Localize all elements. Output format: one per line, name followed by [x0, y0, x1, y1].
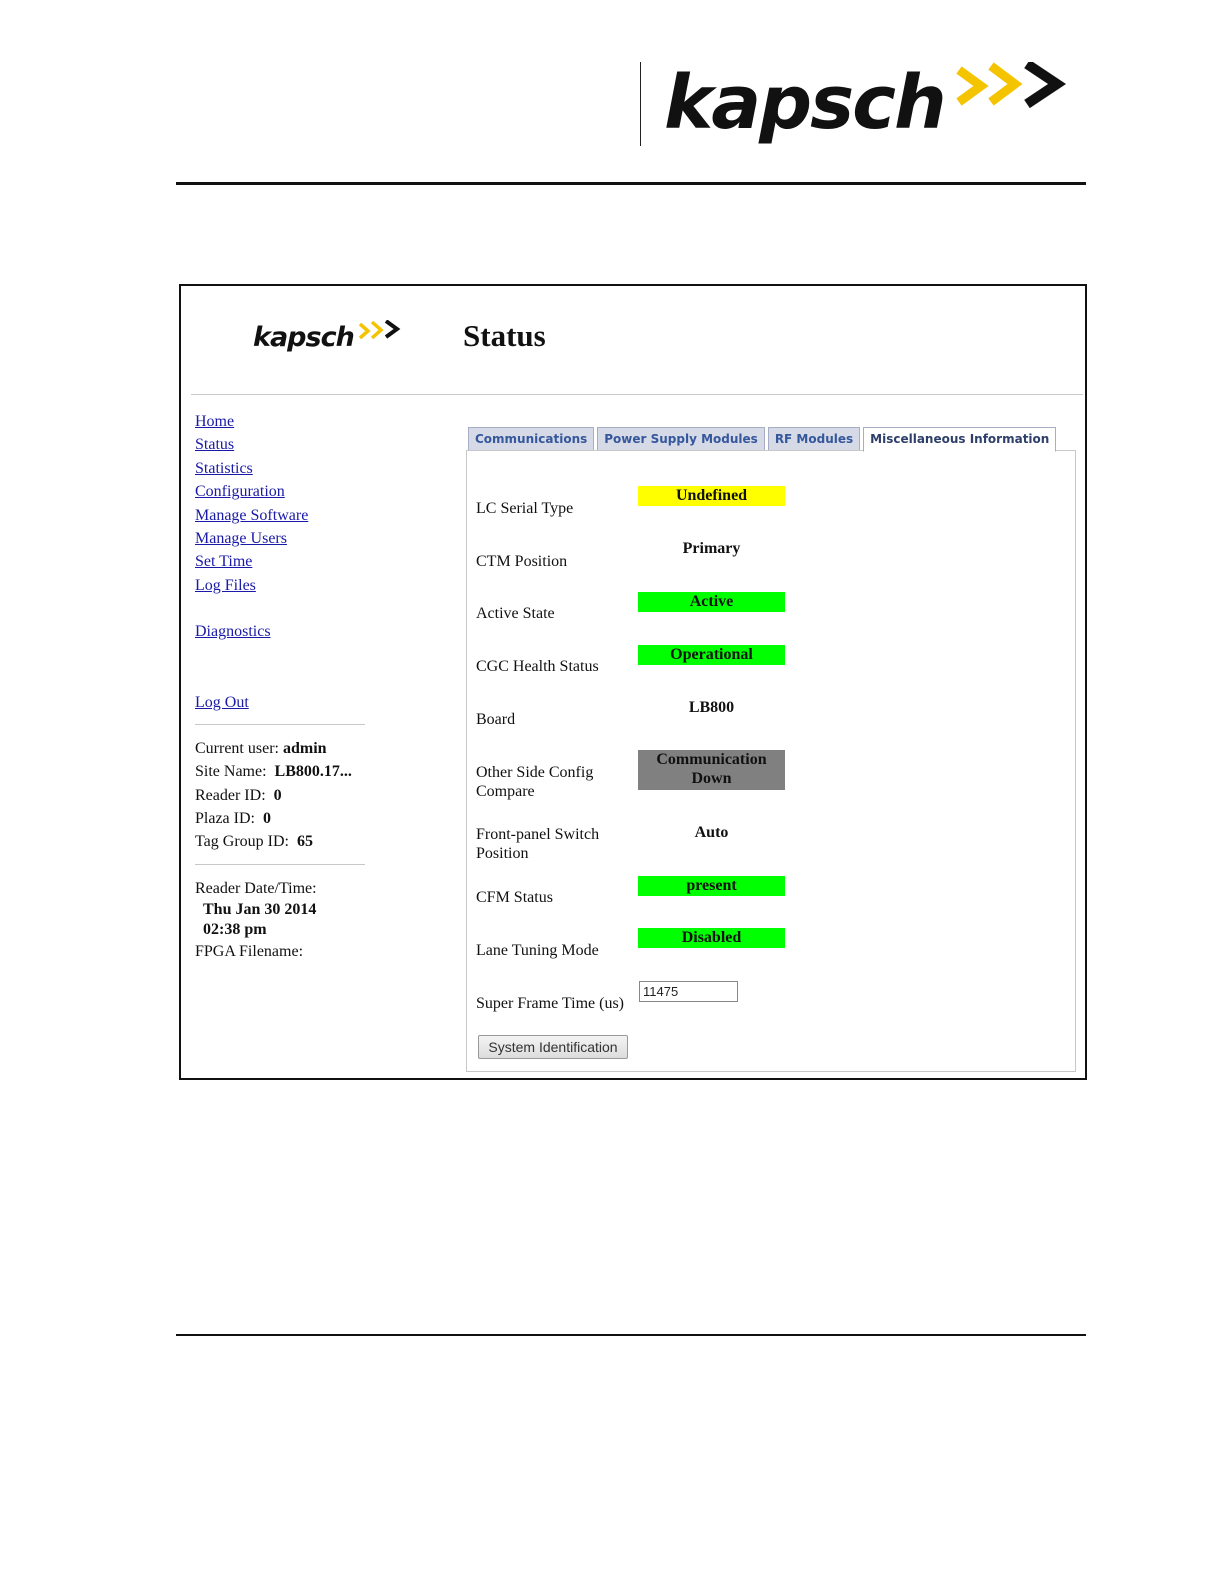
- reader-datetime: [195, 900, 375, 940]
- nav-set-time-link[interactable]: Set Time: [195, 553, 253, 571]
- system-identification-button[interactable]: System Identification: [478, 1035, 628, 1059]
- lane-tuning-mode-value: Disabled: [638, 928, 785, 948]
- tag-group-id: Tag Group ID: 65: [195, 833, 313, 851]
- current-user: Current user: admin: [195, 739, 327, 757]
- status-screenshot: [179, 284, 1087, 1080]
- cgc-health-status-label: CGC Health Status: [476, 658, 599, 675]
- app-logo: [253, 320, 403, 351]
- nav-log-files-link[interactable]: Log Files: [195, 576, 256, 594]
- nav-diagnostics-link[interactable]: Diagnostics: [195, 623, 271, 641]
- lc-serial-type-value: Undefined: [638, 486, 785, 506]
- logo-chevrons-icon: [951, 62, 1071, 110]
- cfm-status-value: present: [638, 876, 785, 896]
- nav-manage-software-link[interactable]: Manage Software: [195, 506, 309, 524]
- active-state-label: Active State: [476, 605, 555, 622]
- other-side-config-compare-label: Other Side Config Compare: [476, 764, 594, 800]
- board-label: Board: [476, 711, 516, 728]
- sidebar-divider-2: [195, 864, 365, 865]
- fpga-filename-label: FPGA Filename:: [195, 943, 304, 961]
- cgc-health-status-value: Operational: [638, 645, 785, 665]
- site-name: Site Name: LB800.17...: [195, 763, 352, 781]
- tab-power-supply-modules[interactable]: Power Supply Modules: [597, 427, 765, 451]
- sidebar: [195, 410, 375, 964]
- app-logo-wordmark: kapsch: [253, 322, 354, 353]
- cfm-status-label: CFM Status: [476, 889, 553, 906]
- ctm-position-value: Primary: [682, 540, 741, 557]
- nav-home-link[interactable]: Home: [195, 413, 235, 430]
- super-frame-time-input[interactable]: [639, 981, 738, 1002]
- front-panel-switch-position-label: Front-panel Switch Position: [476, 826, 600, 862]
- misc-info-panel: [466, 450, 1076, 1072]
- status-tabs: [468, 427, 1059, 452]
- plaza-id: Plaza ID: 0: [195, 810, 271, 828]
- logo-wordmark: kapsch: [664, 60, 945, 146]
- super-frame-time-label: Super Frame Time (us): [476, 995, 624, 1012]
- footer-rule: [176, 1334, 1086, 1336]
- nav-manage-users-link[interactable]: Manage Users: [195, 529, 287, 547]
- other-side-config-compare-value: Communication Down: [638, 750, 785, 790]
- nav-statistics-link[interactable]: Statistics: [195, 459, 253, 477]
- ctm-position-label: CTM Position: [476, 553, 568, 570]
- reader-datetime-label: Reader Date/Time:: [195, 879, 317, 897]
- tab-rf-modules[interactable]: RF Modules: [768, 427, 860, 451]
- lane-tuning-mode-label: Lane Tuning Mode: [476, 942, 599, 959]
- app-logo-chevrons-icon: [357, 320, 403, 342]
- nav-log-out-link[interactable]: Log Out: [195, 693, 249, 711]
- front-panel-switch-position-value: Auto: [694, 824, 729, 841]
- kapsch-logo: [664, 58, 1071, 148]
- app-header-rule: [191, 394, 1083, 395]
- reader-id: Reader ID: 0: [195, 786, 282, 804]
- lc-serial-type-label: LC Serial Type: [476, 500, 574, 517]
- page-title: Status: [463, 318, 546, 353]
- active-state-value: Active: [638, 592, 785, 612]
- reader-date: Thu Jan 30 2014: [203, 901, 317, 919]
- tab-communications[interactable]: Communications: [468, 427, 594, 451]
- header-divider: [640, 62, 641, 146]
- sidebar-divider: [195, 724, 365, 725]
- header-rule: [176, 182, 1086, 185]
- board-value: LB800: [688, 699, 735, 716]
- tab-miscellaneous-information[interactable]: Miscellaneous Information: [863, 427, 1056, 452]
- reader-time: 02:38 pm: [203, 921, 267, 939]
- nav-configuration-link[interactable]: Configuration: [195, 483, 285, 501]
- nav-status-link[interactable]: Status: [195, 436, 235, 454]
- sidebar-nav: [195, 410, 375, 714]
